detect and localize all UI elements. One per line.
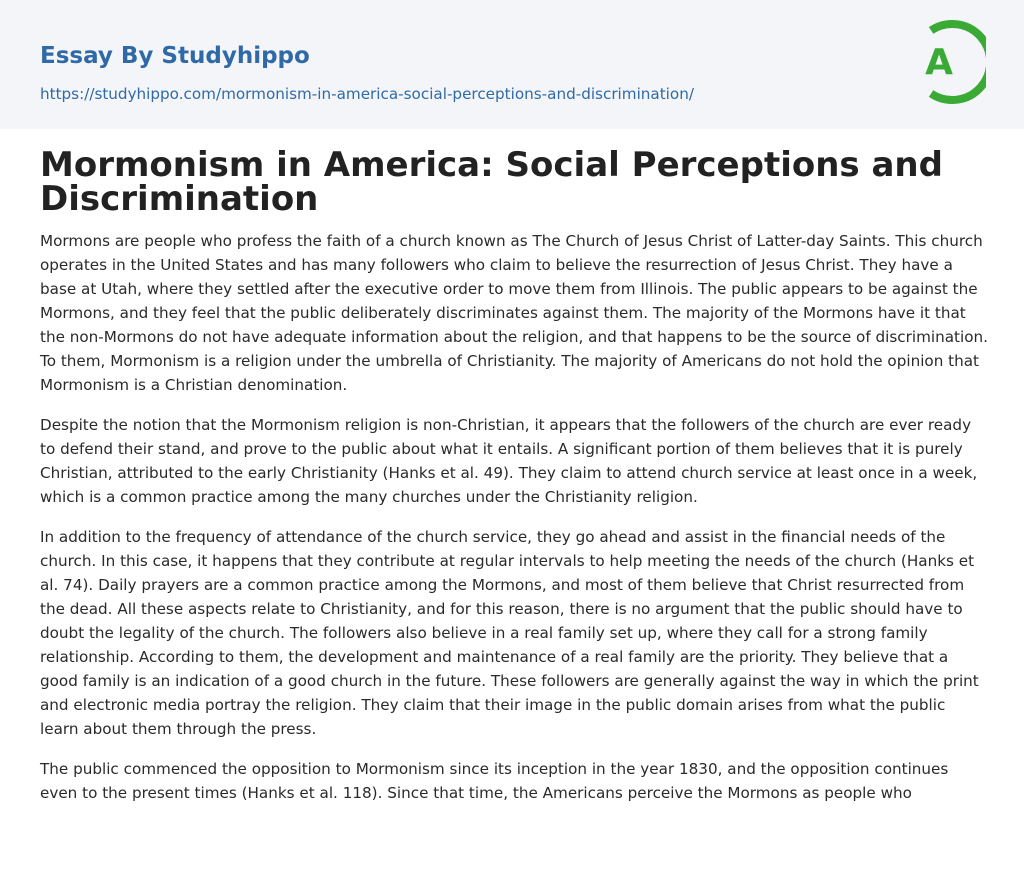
article	[40, 145, 988, 821]
logo-letter: A	[925, 42, 953, 83]
studyhippo-logo-icon[interactable]	[912, 19, 986, 105]
article-paragraph-1: Mormons are people who profess the faith of a church known as The Church of Jesus Christ of Latter-day Saints. This church operates in the United States and has many followers who claim to believe the resurrection of Jesus Christ. They have a base at Utah, where they settled after the executive order to move them from Illinois. The public appears to be against the Mormons, and they feel that the public deliberately discriminates against them. The majority of the Mormons have it that the non-Mormons do not have adequate information about the religion, and that happens to be the source of discrimination. To them, Mormonism is a religion under the umbrella of Christianity. The majority of Americans do not hold the opinion that Mormonism is a Christian denomination.	[40, 232, 988, 394]
article-title: Mormonism in America: Social Perceptions and Discrimination	[40, 145, 943, 219]
essay-url-link[interactable]: https://studyhippo.com/mormonism-in-america-social-perceptions-and-discrimination/	[40, 85, 694, 103]
article-paragraph-2: Despite the notion that the Mormonism religion is non-Christian, it appears that the followers of the church are ever ready to defend their stand, and prove to the public about what it entails. A significant portion of them believes that it is purely Christian, attributed to the early Christianity (Hanks et al. 49). They claim to attend church service at least once in a week, which is a common practice among the many churches under the Christianity religion.	[40, 416, 978, 506]
article-paragraph-4: The public commenced the opposition to Mormonism since its inception in the year 1830, and the opposition continues even to the present times (Hanks et al. 118). Since that time, the Americans perceive the Mormons as people who	[40, 760, 949, 802]
site-header	[0, 0, 1024, 129]
site-brand[interactable]: Essay By Studyhippo	[40, 43, 310, 69]
article-paragraph-3: In addition to the frequency of attendance of the church service, they go ahead and assist in the financial needs of the church. In this case, it happens that they contribute at regular intervals to help meeting the needs of the church (Hanks et al. 74). Daily prayers are a common practice among the Mormons, and most of them believe that Christ resurrected from the dead. All these aspects relate to Christianity, and for this reason, there is no argument that the public should have to doubt the legality of the church. The followers also believe in a real family set up, where they call for a strong family relationship. According to them, the development and maintenance of a real family are the priority. They believe that a good family is an indication of a good church in the future. These followers are generally against the way in which the print and electronic media portray the religion. They claim that their image in the public domain arises from what the public learn about them through the press.	[40, 528, 979, 738]
